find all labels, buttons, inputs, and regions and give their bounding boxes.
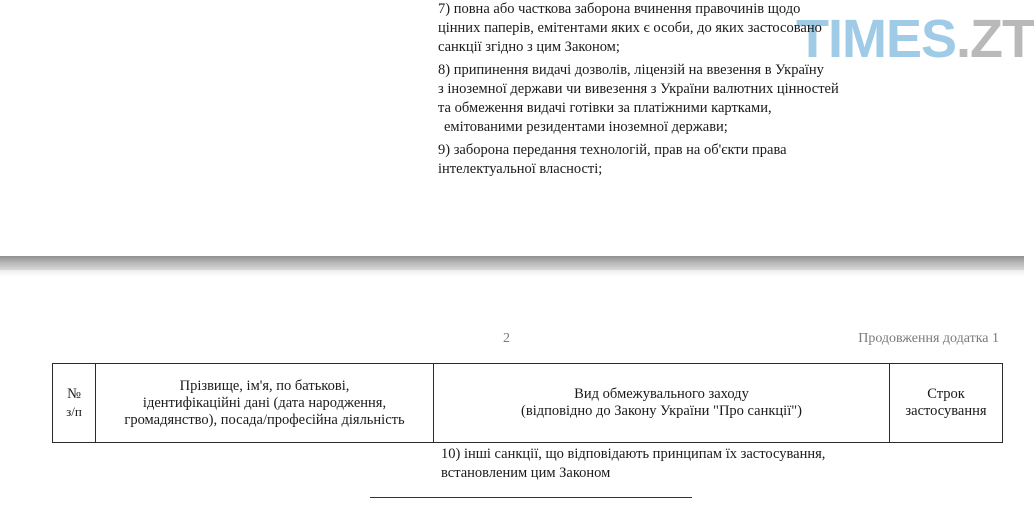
page-separator-shadow xyxy=(0,270,1024,276)
sanctions-list-continued xyxy=(438,0,908,183)
text-line: 10) інші санкції, що відповідають принципам їх застосування, xyxy=(441,446,826,462)
header-duration xyxy=(890,364,1003,443)
text-line: з іноземної держави чи вивезення з України валютних цінностей xyxy=(438,81,839,97)
header-text: застосування xyxy=(905,403,987,419)
sanction-item-10 xyxy=(441,445,825,483)
header-text: Строк xyxy=(927,386,965,402)
header-number xyxy=(53,364,96,443)
table-header-row xyxy=(53,364,1003,443)
text-line: цінних паперів, емітентами яких є особи, до яких застосовано xyxy=(438,20,822,36)
page-separator xyxy=(0,256,1024,270)
header-text: Прізвище, ім'я, по батькові, xyxy=(179,377,350,394)
text-line: емітованими резидентами іноземної держави; xyxy=(444,119,728,135)
header-text: ідентифікаційні дані (дата народження, xyxy=(142,394,387,411)
text-line: 9) заборона передання технологій, прав на об'єкти права xyxy=(438,142,787,158)
text-line: санкції згідно з цим Законом; xyxy=(438,39,620,55)
header-text: громадянство), посада/професійна діяльність xyxy=(124,411,405,428)
text-line: 7) повна або часткова заборона вчинення правочинів щодо xyxy=(438,1,801,17)
header-person-data xyxy=(96,364,434,443)
text-line: інтелектуальної власності; xyxy=(438,161,603,177)
watermark-part-zt: .ZT xyxy=(956,9,1034,69)
sanction-item-9 xyxy=(438,141,908,179)
sanctions-table-header xyxy=(52,363,1003,443)
text-line: 8) припинення видачі дозволів, ліцензій на ввезення в Україну xyxy=(438,62,824,78)
header-measure-type xyxy=(434,364,890,443)
text-line: та обмеження видачі готівки за платіжними картками, xyxy=(438,100,772,116)
end-rule xyxy=(370,497,692,498)
continuation-label: Продовження додатка 1 xyxy=(858,331,999,346)
header-text: з/п xyxy=(66,404,82,419)
sanction-item-7 xyxy=(438,0,908,57)
header-text: № xyxy=(67,386,81,402)
text-line: встановленим цим Законом xyxy=(441,465,611,481)
header-text: (відповідно до Закону України "Про санкції") xyxy=(521,403,802,419)
page-number: 2 xyxy=(503,331,510,346)
header-text: Вид обмежувального заходу xyxy=(574,386,749,402)
sanction-item-8 xyxy=(438,61,908,137)
watermark-part-times: TIMES xyxy=(796,9,957,69)
